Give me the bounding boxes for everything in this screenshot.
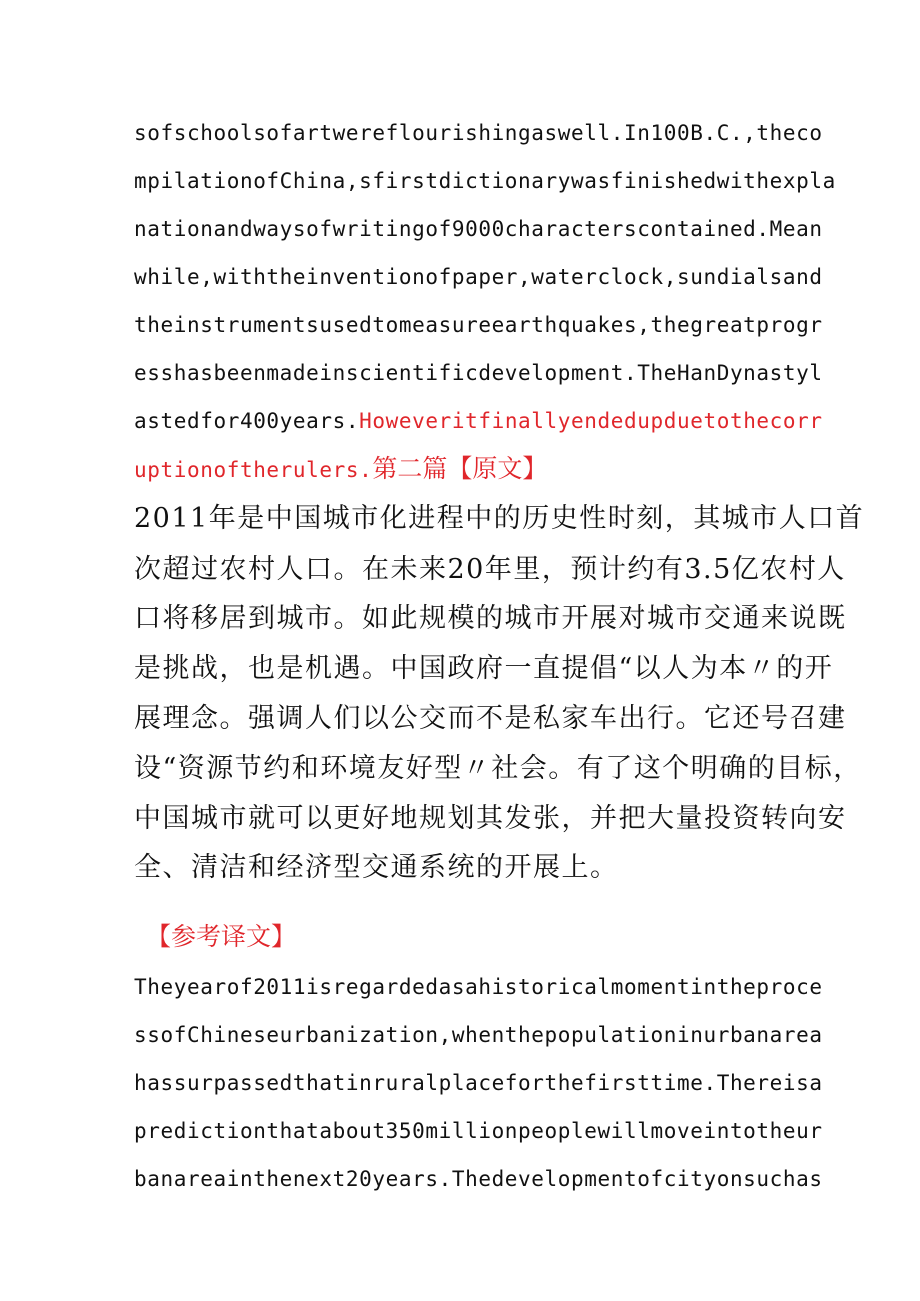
english-red-text-segment: Howeveritfinallyendedupduetothecorr bbox=[359, 409, 823, 433]
english-text-line: sofschoolsofartwereflourishingaswell.In100B.C.,theco bbox=[134, 121, 823, 145]
english-text-line: esshasbeenmadeinscientificdevelopment.TheHanDynastyl bbox=[134, 361, 823, 385]
english-text-line: ssofChineseurbanization,whenthepopulationinurbanarea bbox=[134, 1023, 823, 1047]
english-text-line: hassurpassedthatinruralplaceforthefirsttime.Thereisa bbox=[134, 1071, 823, 1095]
english-text-segment: astedfor400years. bbox=[134, 409, 360, 433]
chinese-text-line: 是挑战，也是机遇。中国政府一直提倡“以人为本〃的开 bbox=[134, 653, 834, 684]
english-text-line: theinstrumentsusedtomeasureearthquakes,thegreatprogr bbox=[134, 313, 823, 337]
section-title-line bbox=[134, 452, 547, 486]
chinese-text-line: 口将移居到城市。如此规模的城市开展对城市交通来说既 bbox=[134, 603, 847, 634]
english-text-line: mpilationofChina,sfirstdictionarywasfinishedwithexpla bbox=[134, 169, 836, 193]
english-text-line-mixed bbox=[134, 406, 823, 436]
english-text-line: predictionthatabout350millionpeoplewillmoveintotheur bbox=[134, 1119, 823, 1143]
english-text-line: banareainthenext20years.Thedevelopmentofcityonsuchas bbox=[134, 1167, 823, 1191]
chinese-text-line: 全、清洁和经济型交通系统的开展上。 bbox=[134, 852, 619, 883]
section-title: 第二篇【原文】 bbox=[372, 454, 548, 483]
english-text-line: while,withtheinventionofpaper,waterclock,sundialsand bbox=[134, 265, 823, 289]
chinese-text-line: 设“资源节约和环境友好型〃社会。有了这个明确的目标， bbox=[134, 753, 862, 784]
chinese-text-line: 中国城市就可以更好地规划其发张，并把大量投资转向安 bbox=[134, 803, 847, 834]
chinese-text-line: 2011年是中国城市化进程中的历史性时刻，其城市人口首 bbox=[134, 503, 865, 534]
chinese-text-line: 展理念。强调人们以公交而不是私家车出行。它还号召建 bbox=[134, 703, 847, 734]
english-red-text-segment: uptionoftherulers. bbox=[134, 458, 373, 482]
english-text-line: nationandwaysofwritingof9000characterscontained.Mean bbox=[134, 217, 823, 241]
translation-heading: 【参考译文】 bbox=[146, 922, 297, 951]
english-text-line: Theyearof2011isregardedasahistoricalmomentintheproce bbox=[134, 975, 823, 999]
chinese-text-line: 次超过农村人口。在未来20年里，预计约有3.5亿农村人 bbox=[134, 554, 846, 585]
